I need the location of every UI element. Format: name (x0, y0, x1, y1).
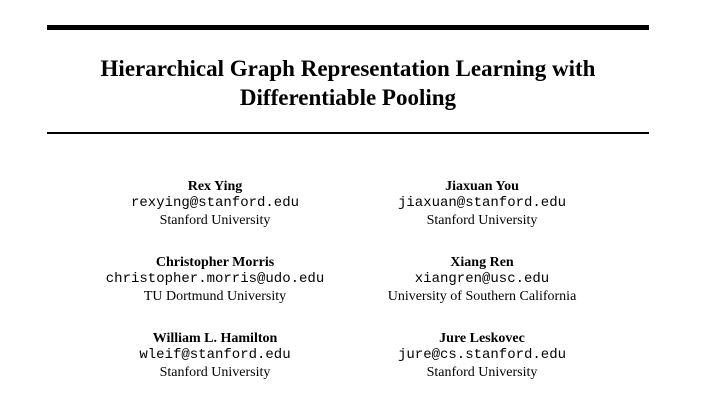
author-email: jure@cs.stanford.edu (397, 347, 567, 363)
author-name: Jure Leskovec (439, 331, 525, 346)
author-block (332, 254, 632, 305)
author-email: xiangren@usc.edu (414, 271, 550, 287)
author-affiliation: Stanford University (159, 365, 271, 380)
title-bottom-rule (47, 132, 649, 134)
author-affiliation: University of Southern California (387, 289, 577, 304)
title-top-rule (47, 25, 649, 30)
author-block (332, 178, 632, 229)
author-name: Rex Ying (187, 179, 243, 194)
author-affiliation: Stanford University (426, 365, 538, 380)
author-email: christopher.morris@udo.edu (105, 271, 325, 287)
author-block (65, 254, 365, 305)
author-affiliation: Stanford University (159, 213, 271, 228)
author-name: Jiaxuan You (445, 179, 519, 194)
paper-title-line-2: Differentiable Pooling (239, 85, 457, 110)
author-name: Xiang Ren (450, 255, 514, 270)
author-affiliation: Stanford University (426, 213, 538, 228)
author-email: wleif@stanford.edu (139, 347, 291, 363)
paper-title (47, 54, 649, 112)
author-name: Christopher Morris (155, 255, 275, 270)
author-block (65, 330, 365, 381)
author-email: rexying@stanford.edu (130, 195, 300, 211)
author-block (65, 178, 365, 229)
author-email: jiaxuan@stanford.edu (397, 195, 567, 211)
author-affiliation: TU Dortmund University (143, 289, 287, 304)
author-block (332, 330, 632, 381)
author-name: William L. Hamilton (152, 331, 278, 346)
paper-title-line-1: Hierarchical Graph Representation Learning with (100, 56, 596, 81)
